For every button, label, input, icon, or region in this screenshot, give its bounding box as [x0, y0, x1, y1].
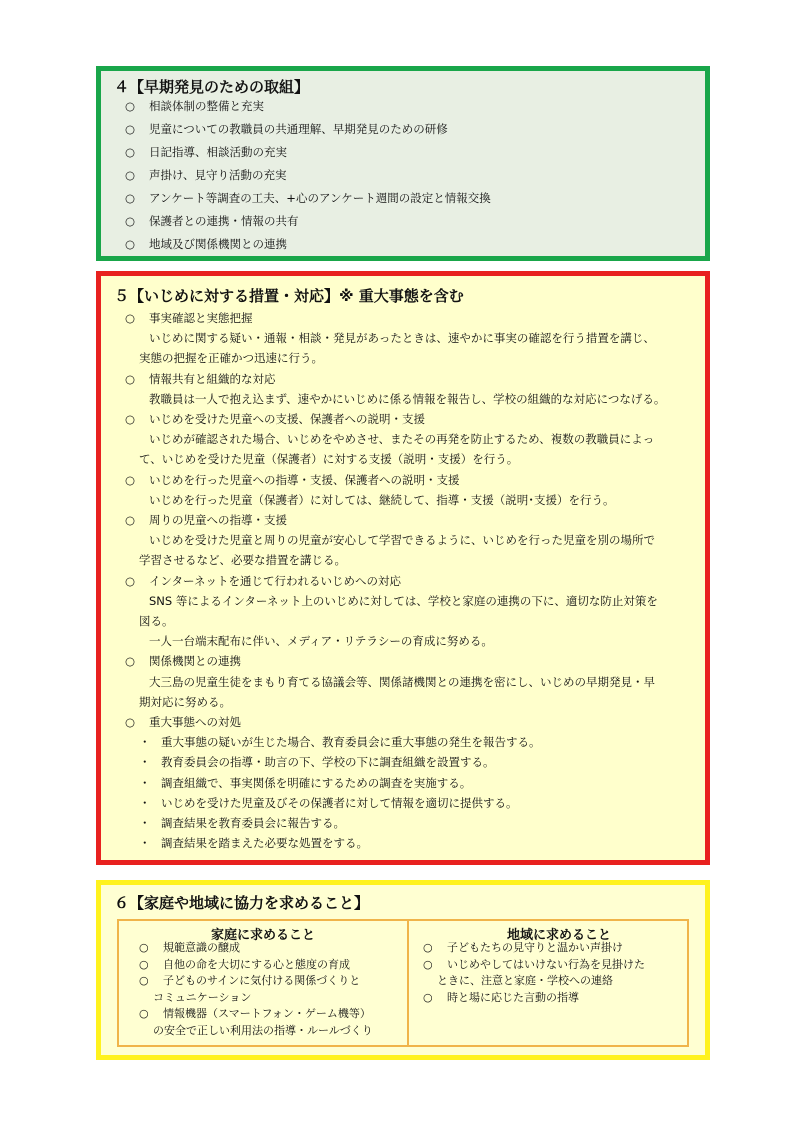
list-item: ○ 時と場に応じた言動の指導: [423, 990, 579, 1004]
section-6-title: ６【家庭や地域に協力を求めること】: [114, 894, 370, 912]
bullet-icon: ・: [139, 836, 151, 851]
list-item: ○ 自他の命を大切にする心と態度の育成: [139, 957, 350, 971]
measure-heading: ○ いじめを受けた児童への支援、保護者への説明・支援: [125, 412, 425, 426]
circle-icon: ○: [423, 957, 433, 971]
measure-text: いじめが確認された場合、いじめをやめさせ、またその再発を防止するため、複数の教職員によっ: [149, 432, 655, 447]
home-column-title: 家庭に求めること: [211, 928, 316, 943]
circle-icon: ○: [125, 99, 136, 113]
section-response-measures: [96, 271, 710, 865]
measure-heading: ○ 周りの児童への指導・支援: [125, 513, 287, 527]
list-item: ○ 保護者との連携・情報の共有: [125, 214, 299, 228]
measure-text: 実態の把握を正確かつ迅速に行う。: [139, 351, 323, 366]
measure-text: 学習させるなど、必要な措置を講じる。: [139, 553, 346, 568]
circle-icon: ○: [125, 412, 136, 426]
measure-text: いじめを行った児童（保護者）に対しては、継続して、指導・支援（説明･支援）を行う。: [149, 492, 615, 507]
measure-text: て、いじめを受けた児童（保護者）に対する支援（説明・支援）を行う。: [139, 452, 519, 467]
list-item: ○ 地域及び関係機関との連携: [125, 237, 287, 251]
circle-icon: ○: [423, 941, 433, 954]
section-4-title: ４【早期発見のための取組】: [114, 78, 310, 96]
bullet-icon: ・: [139, 775, 151, 790]
circle-icon: ○: [125, 573, 136, 588]
circle-icon: ○: [125, 122, 136, 136]
measure-heading: ○ 事実確認と実態把握: [125, 311, 253, 325]
column-divider: [407, 921, 409, 1045]
bullet-icon: ・: [139, 816, 151, 830]
list-item: の安全で正しい利用法の指導・ルールづくり: [153, 1023, 373, 1037]
list-item: ○ 相談体制の整備と充実: [125, 99, 264, 113]
measure-heading: ○ いじめを行った児童への指導・支援、保護者への説明・支援: [125, 472, 460, 487]
list-item: ○ 情報機器（スマートフォン・ゲーム機等）: [139, 1007, 371, 1020]
list-item: ○ いじめやしてはいけない行為を見掛けた: [423, 957, 645, 971]
circle-icon: ○: [423, 990, 433, 1004]
bullet-icon: ・: [139, 795, 151, 810]
circle-icon: ○: [125, 168, 136, 182]
circle-icon: ○: [125, 214, 136, 228]
measure-heading: ○ 重大事態への対処: [125, 715, 241, 729]
serious-case-item: ・ 重大事態の疑いが生じた場合、教育委員会に重大事態の発生を報告する。: [139, 735, 541, 750]
circle-icon: ○: [139, 974, 149, 987]
section-cooperation: [96, 880, 710, 1060]
circle-icon: ○: [125, 654, 136, 669]
measure-heading: ○ 関係機関との連携: [125, 654, 241, 669]
serious-case-item: ・ 教育委員会の指導・助言の下、学校の下に調査組織を設置する。: [139, 755, 495, 770]
measure-text: SNS 等によるインターネット上のいじめに対しては、学校と家庭の連携の下に、適切な防止対策を: [149, 593, 658, 608]
list-item: ○ 子どものサインに気付ける関係づくりと: [139, 974, 361, 987]
measure-text: 大三島の児童生徒をまもり育てる協議会等、関係諸機関との連携を密にし、いじめの早期発見・早: [149, 674, 655, 689]
measure-heading: ○ インターネットを通じて行われるいじめへの対応: [125, 573, 401, 588]
measure-text: いじめに関する疑い・通報・相談・発見があったときは、速やかに事実の確認を行う措置を講じ、: [149, 331, 655, 346]
serious-case-item: ・ 調査結果を踏まえた必要な処置をする。: [139, 836, 368, 851]
measure-text: 図る。: [139, 614, 174, 628]
circle-icon: ○: [139, 1007, 149, 1020]
bullet-icon: ・: [139, 735, 151, 750]
circle-icon: ○: [125, 371, 136, 386]
measure-heading: ○ 情報共有と組織的な対応: [125, 371, 276, 386]
circle-icon: ○: [139, 957, 149, 971]
list-item: ○ アンケート等調査の工夫、+心のアンケート週間の設定と情報交換: [125, 191, 491, 205]
section-early-detection: [96, 66, 710, 261]
list-item: ○ 児童についての教職員の共通理解、早期発見のための研修: [125, 122, 448, 136]
circle-icon: ○: [125, 191, 136, 205]
circle-icon: ○: [125, 472, 136, 487]
list-item: ときに、注意と家庭・学校への連絡: [437, 974, 613, 987]
circle-icon: ○: [125, 145, 136, 159]
bullet-icon: ・: [139, 755, 151, 770]
measure-text: いじめを受けた児童と周りの児童が安心して学習できるように、いじめを行った児童を別の場所で: [149, 533, 655, 548]
circle-icon: ○: [125, 237, 136, 251]
cooperation-table: [117, 919, 689, 1047]
list-item: ○ 規範意識の醸成: [139, 941, 240, 954]
serious-case-item: ・ 調査組織で、事実関係を明確にするための調査を実施する。: [139, 775, 472, 790]
section-5-title: ５【いじめに対する措置・対応】※ 重大事態を含む: [114, 287, 464, 305]
circle-icon: ○: [125, 715, 136, 729]
list-item: コミュニケーション: [153, 990, 252, 1004]
list-item: ○ 声掛け、見守り活動の充実: [125, 168, 287, 182]
measure-text: 教職員は一人で抱え込まず、速やかにいじめに係る情報を報告し、学校の組織的な対応につなげる。: [149, 391, 666, 406]
list-item: ○ 日記指導、相談活動の充実: [125, 145, 287, 159]
circle-icon: ○: [125, 513, 136, 527]
community-column-title: 地域に求めること: [507, 928, 612, 943]
measure-text: 期対応に努める。: [139, 694, 231, 709]
measure-text: 一人一台端末配布に伴い、メディア・リテラシーの育成に努める。: [149, 634, 493, 649]
list-item: ○ 子どもたちの見守りと温かい声掛け: [423, 941, 623, 954]
serious-case-item: ・ 調査結果を教育委員会に報告する。: [139, 816, 345, 830]
circle-icon: ○: [139, 941, 149, 954]
circle-icon: ○: [125, 311, 136, 325]
serious-case-item: ・ いじめを受けた児童及びその保護者に対して情報を適切に提供する。: [139, 795, 518, 810]
